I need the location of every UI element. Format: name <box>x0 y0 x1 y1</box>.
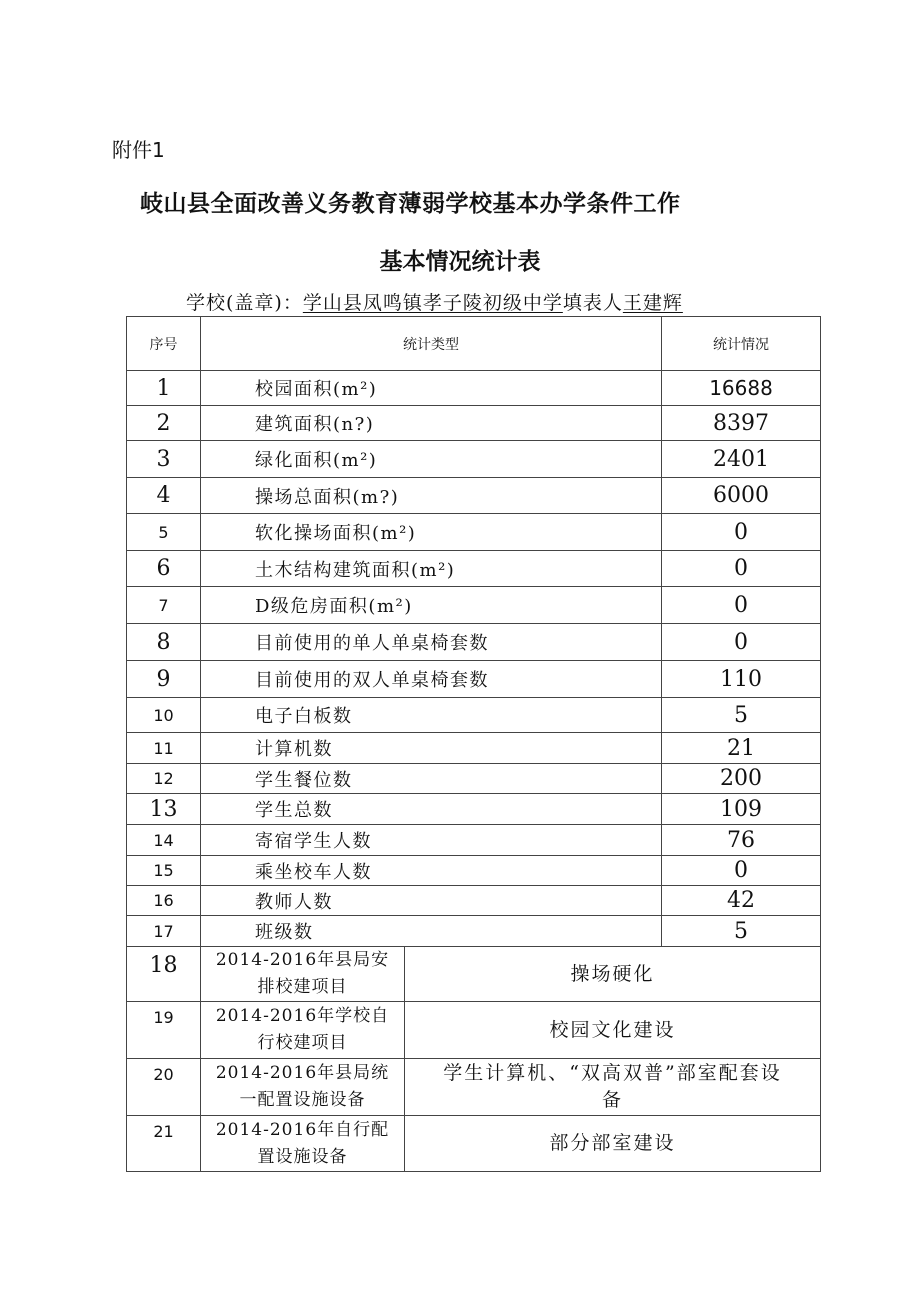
attachment-label: 附件1 <box>112 138 165 162</box>
statistics-table <box>126 316 821 1172</box>
row-seq: 17 <box>127 916 201 947</box>
row-seq: 7 <box>127 587 201 624</box>
filler-name: 王建辉 <box>622 292 683 314</box>
row-type: 校园面积(m²) <box>201 371 662 406</box>
row-value: 5 <box>662 916 821 947</box>
project-type-line1: 2014-2016年自行配 <box>215 1119 390 1140</box>
row-value: 0 <box>662 587 821 624</box>
row-value: 16688 <box>662 371 821 406</box>
table-row <box>127 733 821 764</box>
project-seq: 18 <box>127 947 201 1002</box>
row-type: 目前使用的单人单桌椅套数 <box>201 624 662 661</box>
row-value: 8397 <box>662 406 821 441</box>
project-type-line1: 2014-2016年县局统 <box>215 1063 390 1083</box>
row-seq: 11 <box>127 733 201 764</box>
document-subtitle: 基本情况统计表 <box>379 249 541 275</box>
project-row <box>127 1059 821 1116</box>
project-type-line2: 一配置设施设备 <box>239 1090 366 1110</box>
project-content <box>405 1116 821 1172</box>
table-row <box>127 478 821 514</box>
document-title: 岐山县全面改善义务教育薄弱学校基本办学条件工作 <box>140 191 681 217</box>
row-value: 42 <box>662 886 821 916</box>
project-row <box>127 1116 821 1172</box>
row-type: 目前使用的双人单桌椅套数 <box>201 661 662 698</box>
table-row <box>127 624 821 661</box>
project-seq: 20 <box>127 1059 201 1116</box>
row-seq: 2 <box>127 406 201 441</box>
row-value: 21 <box>662 733 821 764</box>
row-value: 0 <box>662 624 821 661</box>
row-seq: 4 <box>127 478 201 514</box>
row-type: 教师人数 <box>201 886 662 916</box>
row-seq: 12 <box>127 764 201 794</box>
row-seq: 8 <box>127 624 201 661</box>
row-type: D级危房面积(m²) <box>201 587 662 624</box>
row-seq: 16 <box>127 886 201 916</box>
project-type <box>201 1116 405 1172</box>
row-seq: 13 <box>127 794 201 825</box>
school-prefix: 学校(盖章)： <box>186 292 303 314</box>
row-type: 绿化面积(m²) <box>201 441 662 478</box>
school-info-line <box>186 288 683 315</box>
row-value: 6000 <box>662 478 821 514</box>
project-content-line1: 操场硬化 <box>570 962 655 985</box>
row-type: 乘坐校车人数 <box>201 856 662 886</box>
row-type: 寄宿学生人数 <box>201 825 662 856</box>
project-content-line2: 备 <box>601 1089 623 1111</box>
project-type-line1: 2014-2016年学校自 <box>215 1006 390 1026</box>
row-type: 电子白板数 <box>201 698 662 733</box>
project-type-line2: 置设施设备 <box>257 1146 348 1167</box>
table-row <box>127 371 821 406</box>
project-type <box>201 1002 405 1059</box>
table-row <box>127 825 821 856</box>
row-seq: 5 <box>127 514 201 551</box>
row-type: 学生总数 <box>201 794 662 825</box>
project-type <box>201 1059 405 1116</box>
project-content-line1: 校园文化建设 <box>549 1018 676 1041</box>
row-value: 5 <box>662 698 821 733</box>
row-seq: 1 <box>127 371 201 406</box>
header-seq: 序号 <box>127 317 201 371</box>
table-row <box>127 916 821 947</box>
row-seq: 15 <box>127 856 201 886</box>
row-value: 76 <box>662 825 821 856</box>
row-type: 操场总面积(m?) <box>201 478 662 514</box>
project-type-line2: 排校建项目 <box>257 977 348 997</box>
row-type: 建筑面积(n?) <box>201 406 662 441</box>
row-value: 109 <box>662 794 821 825</box>
row-value: 0 <box>662 856 821 886</box>
table-row <box>127 764 821 794</box>
project-row <box>127 947 821 1002</box>
row-value: 110 <box>662 661 821 698</box>
row-type: 学生餐位数 <box>201 764 662 794</box>
table-row <box>127 794 821 825</box>
table-row <box>127 551 821 587</box>
project-content <box>405 1059 821 1116</box>
table-row <box>127 406 821 441</box>
school-name: 学山县凤鸣镇孝子陵初级中学 <box>302 292 563 314</box>
row-type: 班级数 <box>201 916 662 947</box>
header-value: 统计情况 <box>662 317 821 371</box>
row-type: 计算机数 <box>201 733 662 764</box>
project-content <box>405 947 821 1002</box>
project-seq: 19 <box>127 1002 201 1059</box>
header-row <box>127 317 821 371</box>
row-seq: 14 <box>127 825 201 856</box>
project-row <box>127 1002 821 1059</box>
row-seq: 9 <box>127 661 201 698</box>
row-value: 0 <box>662 514 821 551</box>
table-row <box>127 698 821 733</box>
row-type: 土木结构建筑面积(m²) <box>201 551 662 587</box>
row-seq: 3 <box>127 441 201 478</box>
row-value: 200 <box>662 764 821 794</box>
row-seq: 10 <box>127 698 201 733</box>
row-seq: 6 <box>127 551 201 587</box>
table-row <box>127 514 821 551</box>
project-type-line2: 行校建项目 <box>257 1033 348 1053</box>
project-content-line1: 学生计算机、“双高双普”部室配套设 <box>443 1062 782 1084</box>
row-value: 2401 <box>662 441 821 478</box>
table-row <box>127 856 821 886</box>
project-content <box>405 1002 821 1059</box>
project-seq: 21 <box>127 1116 201 1172</box>
table-row <box>127 587 821 624</box>
table-row <box>127 661 821 698</box>
table-row <box>127 441 821 478</box>
project-type <box>201 947 405 1002</box>
row-type: 软化操场面积(m²) <box>201 514 662 551</box>
project-type-line1: 2014-2016年县局安 <box>215 950 390 970</box>
row-value: 0 <box>662 551 821 587</box>
filler-label: 填表人 <box>562 292 623 314</box>
header-type: 统计类型 <box>201 317 662 371</box>
project-content-line1: 部分部室建设 <box>549 1132 676 1154</box>
table-row <box>127 886 821 916</box>
